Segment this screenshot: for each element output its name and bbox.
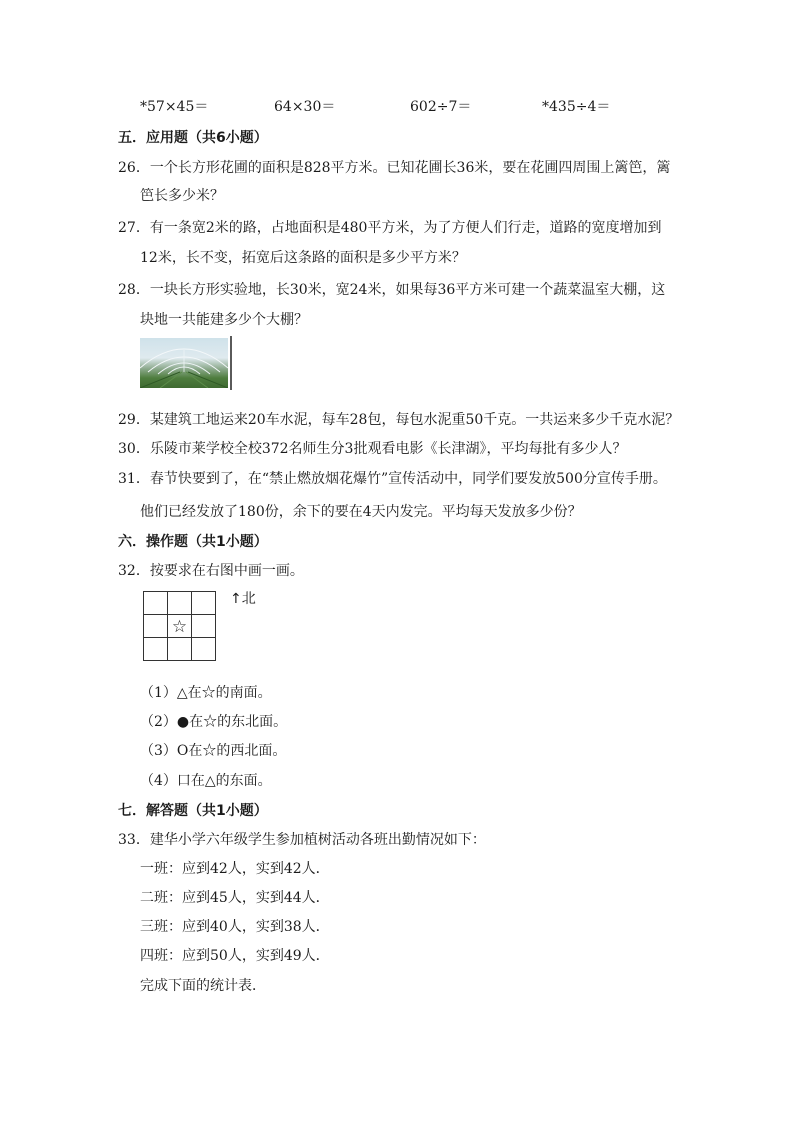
calc-item-4: *435÷4＝ bbox=[542, 99, 611, 115]
question-28-line-1: 28．一块长方形实验地，长30米，宽24米，如果每36平方米可建一个蔬菜温室大棚，这 bbox=[118, 282, 666, 298]
question-26-line-2: 笆长多少米？ bbox=[140, 188, 224, 204]
question-31-line-1: 31．春节快要到了，在“禁止燃放烟花爆竹”宣传活动中，同学们要发放500分宣传手册。 bbox=[118, 471, 667, 487]
grid-cell bbox=[192, 592, 216, 615]
instruction-item-2: （2）●在☆的东北面。 bbox=[140, 714, 288, 730]
section-heading-operations: 六．操作题（共1小题） bbox=[118, 534, 268, 550]
calc-item-1: *57×45＝ bbox=[140, 99, 209, 115]
direction-grid bbox=[143, 591, 216, 661]
class-attendance-1: 一班：应到42人，实到42人． bbox=[140, 861, 330, 877]
question-30: 30．乐陵市莱学校全校372名师生分3批观看电影《长津湖》，平均每批有多少人？ bbox=[118, 441, 627, 457]
completion-instruction: 完成下面的统计表． bbox=[140, 978, 266, 994]
north-arrow-icon: ↑ bbox=[230, 591, 242, 607]
question-27-line-2: 12米，长不变，拓宽后这条路的面积是多少平方米？ bbox=[140, 250, 466, 266]
question-29: 29．某建筑工地运来20车水泥，每车28包，每包水泥重50千克。一共运来多少千克水泥？ bbox=[118, 412, 680, 428]
grid-cell bbox=[144, 615, 168, 638]
question-32: 32．按要求在右图中画一画。 bbox=[118, 563, 304, 579]
calc-item-2: 64×30＝ bbox=[274, 99, 336, 115]
north-indicator bbox=[230, 590, 256, 608]
grid-cell bbox=[192, 615, 216, 638]
instruction-item-4: （4）口在△的东面。 bbox=[140, 773, 272, 789]
grid-cell bbox=[168, 592, 192, 615]
greenhouse-image bbox=[140, 338, 228, 388]
instruction-item-1: （1）△在☆的南面。 bbox=[140, 685, 272, 701]
grid-cell bbox=[168, 638, 192, 661]
grid-cell bbox=[144, 592, 168, 615]
north-label: 北 bbox=[241, 591, 256, 607]
question-33: 33．建华小学六年级学生参加植树活动各班出勤情况如下： bbox=[118, 832, 486, 848]
class-attendance-2: 二班：应到45人，实到44人． bbox=[140, 890, 330, 906]
grid-cell-center bbox=[168, 615, 192, 638]
question-28-line-2: 块地一共能建多少个大棚？ bbox=[140, 312, 308, 328]
question-27-line-1: 27．有一条宽2米的路，占地面积是480平方米，为了方便人们行走，道路的宽度增加到 bbox=[118, 220, 662, 236]
class-attendance-4: 四班：应到50人，实到49人． bbox=[140, 948, 330, 964]
section-heading-answers: 七．解答题（共1小题） bbox=[118, 803, 268, 819]
class-attendance-3: 三班：应到40人，实到38人． bbox=[140, 919, 330, 935]
grid-cell bbox=[192, 638, 216, 661]
instruction-item-3: （3）O在☆的西北面。 bbox=[140, 743, 287, 759]
image-border bbox=[230, 336, 232, 390]
grid-cell bbox=[144, 638, 168, 661]
question-26-line-1: 26．一个长方形花圃的面积是828平方米。已知花圃长36米，要在花圃四周围上篱笆，篱 bbox=[118, 160, 671, 176]
question-31-line-2: 他们已经发放了180份，余下的要在4天内发完。平均每天发放多少份？ bbox=[140, 504, 582, 520]
calc-item-3: 602÷7＝ bbox=[410, 99, 472, 115]
section-heading-applications: 五．应用题（共6小题） bbox=[118, 130, 268, 146]
star-icon: ☆ bbox=[171, 616, 188, 637]
